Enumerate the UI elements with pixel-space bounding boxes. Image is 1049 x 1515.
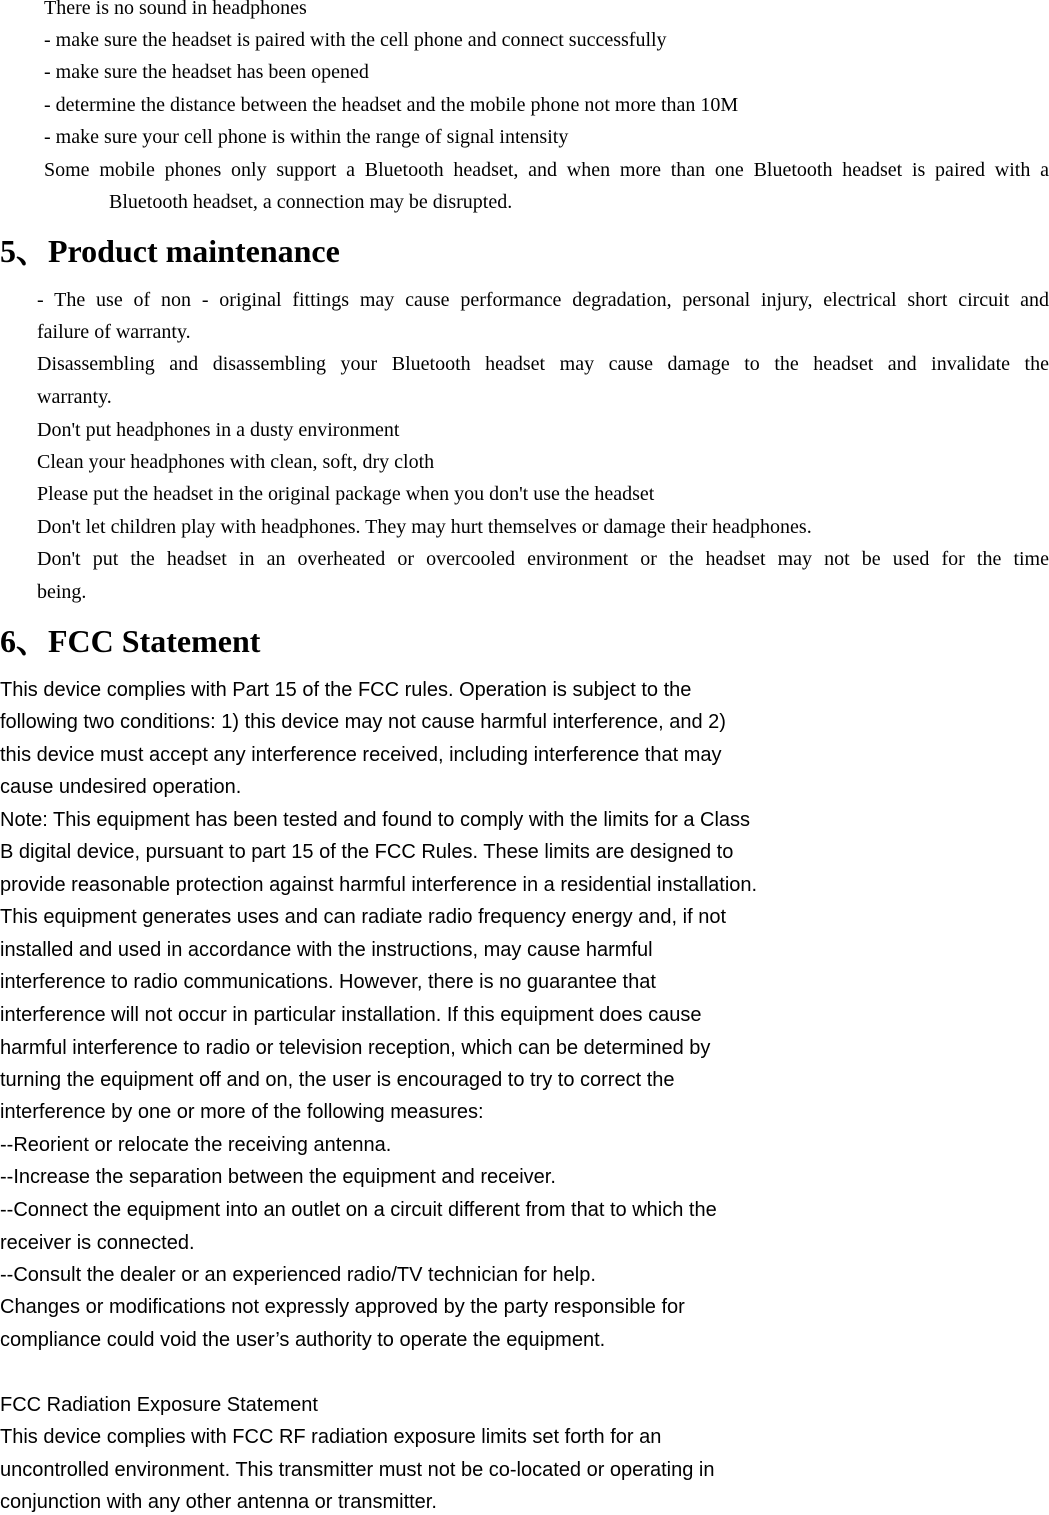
fcc-line: harmful interference to radio or television reception, which can be determined by xyxy=(0,1037,711,1059)
maintenance-line: Disassembling and disassembling your Bluetooth headset may cause damage to the headset and invalidate the xyxy=(37,353,1049,375)
troubleshooting-note: Some mobile phones only support a Bluetooth headset, and when more than one Bluetooth headset is paired with a xyxy=(44,159,1049,181)
maintenance-line: Please put the headset in the original package when you don't use the headset xyxy=(37,483,655,505)
fcc-line: turning the equipment off and on, the user is encouraged to try to correct the xyxy=(0,1069,675,1091)
maintenance-line: being. xyxy=(37,581,87,603)
radiation-line: This device complies with FCC RF radiation exposure limits set forth for an xyxy=(0,1426,662,1448)
fcc-line: following two conditions: 1) this device may not cause harmful interference, and 2) xyxy=(0,711,726,733)
fcc-line: this device must accept any interference received, including interference that may xyxy=(0,744,722,766)
fcc-line: --Increase the separation between the equipment and receiver. xyxy=(0,1166,556,1188)
troubleshooting-item: - make sure your cell phone is within the range of signal intensity xyxy=(44,126,569,148)
fcc-line: compliance could void the user’s authority to operate the equipment. xyxy=(0,1329,606,1351)
troubleshooting-title: There is no sound in headphones xyxy=(44,0,307,19)
troubleshooting-item: - make sure the headset is paired with the cell phone and connect successfully xyxy=(44,29,667,51)
fcc-line: cause undesired operation. xyxy=(0,776,242,798)
fcc-line: installed and used in accordance with the instructions, may cause harmful xyxy=(0,939,653,961)
fcc-line: --Connect the equipment into an outlet on a circuit different from that to which the xyxy=(0,1199,717,1221)
fcc-line: interference to radio communications. However, there is no guarantee that xyxy=(0,971,656,993)
maintenance-line: Don't let children play with headphones. They may hurt themselves or damage their headphones. xyxy=(37,516,812,538)
maintenance-line: Don't put the headset in an overheated or overcooled environment or the headset may not be used for the time xyxy=(37,548,1049,570)
troubleshooting-item: - make sure the headset has been opened xyxy=(44,61,369,83)
troubleshooting-item: - determine the distance between the headset and the mobile phone not more than 10M xyxy=(44,94,739,116)
fcc-line: --Consult the dealer or an experienced radio/TV technician for help. xyxy=(0,1264,596,1286)
radiation-line: conjunction with any other antenna or transmitter. xyxy=(0,1491,437,1513)
maintenance-line: Clean your headphones with clean, soft, dry cloth xyxy=(37,451,435,473)
fcc-line: Note: This equipment has been tested and found to comply with the limits for a Class xyxy=(0,809,751,831)
radiation-line: uncontrolled environment. This transmitter must not be co-located or operating in xyxy=(0,1459,715,1481)
maintenance-line: warranty. xyxy=(37,386,112,408)
radiation-title: FCC Radiation Exposure Statement xyxy=(0,1394,318,1416)
maintenance-line: - The use of non - original fittings may cause performance degradation, personal injury, electrical short circuit and xyxy=(37,289,1049,311)
fcc-line: provide reasonable protection against harmful interference in a residential installation. xyxy=(0,874,758,896)
fcc-heading: 6、FCC Statement xyxy=(0,623,261,659)
maintenance-heading: 5、Product maintenance xyxy=(0,233,340,269)
fcc-line: interference will not occur in particular installation. If this equipment does cause xyxy=(0,1004,702,1026)
troubleshooting-note-continued: Bluetooth headset, a connection may be disrupted. xyxy=(109,191,513,213)
fcc-line: This device complies with Part 15 of the FCC rules. Operation is subject to the xyxy=(0,679,692,701)
fcc-line: --Reorient or relocate the receiving antenna. xyxy=(0,1134,392,1156)
fcc-line: This equipment generates uses and can radiate radio frequency energy and, if not xyxy=(0,906,727,928)
maintenance-line: failure of warranty. xyxy=(37,321,191,343)
maintenance-line: Don't put headphones in a dusty environment xyxy=(37,419,400,441)
fcc-line: B digital device, pursuant to part 15 of the FCC Rules. These limits are designed to xyxy=(0,841,734,863)
fcc-line: receiver is connected. xyxy=(0,1232,195,1254)
fcc-line: interference by one or more of the following measures: xyxy=(0,1101,484,1123)
fcc-line: Changes or modifications not expressly approved by the party responsible for xyxy=(0,1296,685,1318)
